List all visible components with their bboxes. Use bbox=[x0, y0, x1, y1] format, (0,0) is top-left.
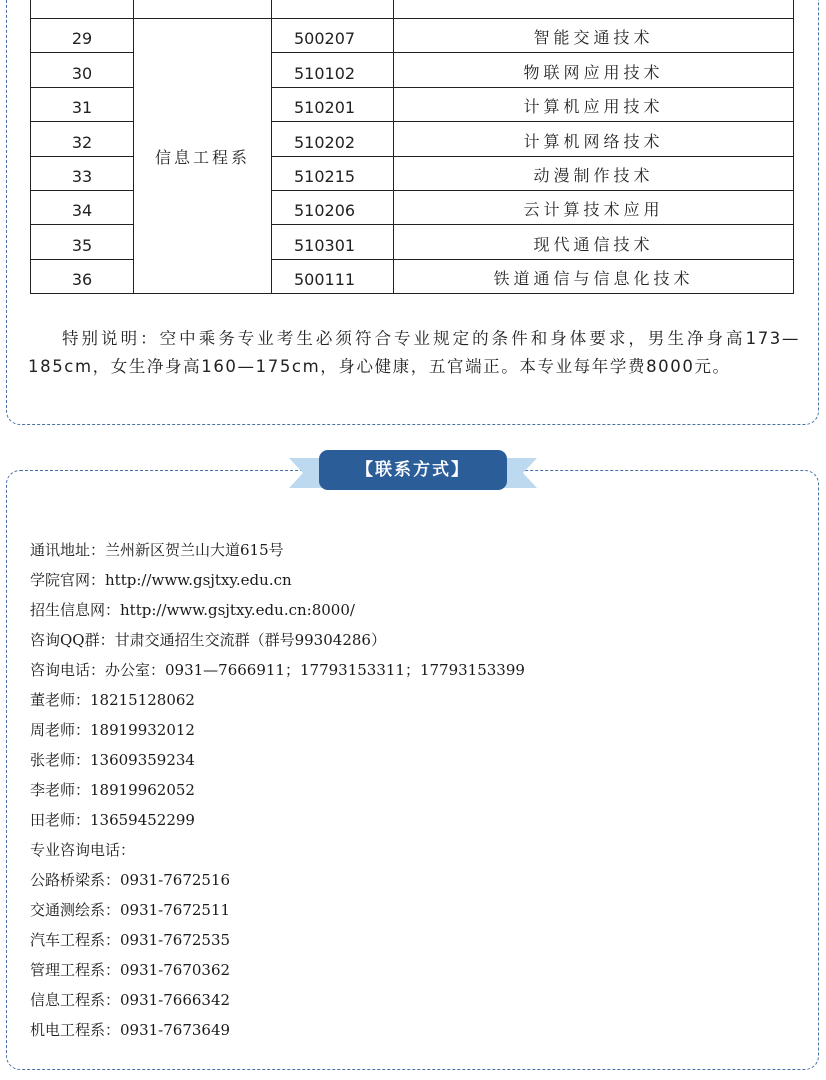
contact-heading: 【联系方式】 bbox=[319, 450, 507, 490]
major-code: 510206 bbox=[294, 201, 356, 221]
special-note: 特别说明：空中乘务专业考生必须符合专业规定的条件和身体要求，男生净身高173—185cm，女生净身高160—175cm，身心健康，五官端正。本专业每年学费8000元。 bbox=[28, 328, 800, 376]
contact-dept-phone: 管理工程系：0931-7670362 bbox=[30, 961, 231, 979]
major-code: 510201 bbox=[294, 98, 356, 118]
contact-teacher: 张老师：13609359234 bbox=[30, 751, 195, 769]
row-number: 33 bbox=[71, 166, 93, 186]
contact-teacher: 周老师：18919932012 bbox=[30, 721, 195, 739]
contact-dept-phone: 汽车工程系：0931-7672535 bbox=[30, 931, 231, 949]
major-name: 现代通信技术 bbox=[533, 234, 654, 254]
contact-dept-phone: 机电工程系：0931-7673649 bbox=[30, 1021, 231, 1039]
row-number: 36 bbox=[71, 270, 93, 290]
majors-table bbox=[30, 0, 794, 294]
major-name: 动漫制作技术 bbox=[533, 165, 654, 185]
table-row bbox=[31, 19, 794, 53]
contact-website: 学院官网：http://www.gsjtxy.edu.cn bbox=[30, 571, 292, 589]
row-number: 32 bbox=[71, 132, 93, 152]
major-name: 云计算技术应用 bbox=[523, 200, 664, 220]
contact-heading-ribbon bbox=[289, 450, 537, 492]
major-code: 500111 bbox=[294, 270, 356, 290]
major-name: 计算机网络技术 bbox=[523, 131, 664, 151]
row-number: 35 bbox=[71, 235, 93, 255]
contact-teacher: 李老师：18919962052 bbox=[30, 781, 195, 799]
major-code: 510202 bbox=[294, 132, 356, 152]
department-name: 信息工程系 bbox=[154, 147, 250, 167]
major-name: 物联网应用技术 bbox=[523, 62, 664, 82]
table-row-partial bbox=[31, 0, 794, 19]
major-name: 铁道通信与信息化技术 bbox=[493, 269, 694, 289]
major-code: 500207 bbox=[294, 29, 356, 49]
contact-phone-office: 咨询电话：办公室：0931—7666911；17793153311；17793153399 bbox=[30, 661, 525, 679]
contact-teacher: 田老师：13659452299 bbox=[30, 811, 195, 829]
contact-admission-site: 招生信息网：http://www.gsjtxy.edu.cn:8000/ bbox=[30, 601, 355, 619]
major-name: 智能交通技术 bbox=[533, 28, 654, 48]
row-number: 29 bbox=[71, 29, 93, 49]
contact-list bbox=[30, 535, 800, 1045]
contact-dept-phone: 信息工程系：0931-7666342 bbox=[30, 991, 231, 1009]
major-code: 510301 bbox=[294, 235, 356, 255]
major-name: 计算机应用技术 bbox=[523, 97, 664, 117]
contact-address: 通讯地址：兰州新区贺兰山大道615号 bbox=[30, 541, 284, 559]
row-number: 30 bbox=[71, 63, 93, 83]
row-number: 31 bbox=[71, 98, 93, 118]
contact-teacher: 董老师：18215128062 bbox=[30, 691, 195, 709]
row-number: 34 bbox=[71, 201, 93, 221]
contact-qq-group: 咨询QQ群：甘肃交通招生交流群（群号99304286） bbox=[30, 631, 386, 649]
contact-dept-phones-label: 专业咨询电话： bbox=[30, 841, 136, 859]
major-code: 510102 bbox=[294, 63, 356, 83]
major-code: 510215 bbox=[294, 166, 356, 186]
department-cell bbox=[134, 19, 272, 294]
contact-dept-phone: 交通测绘系：0931-7672511 bbox=[30, 901, 231, 919]
contact-dept-phone: 公路桥梁系：0931-7672516 bbox=[30, 871, 231, 889]
